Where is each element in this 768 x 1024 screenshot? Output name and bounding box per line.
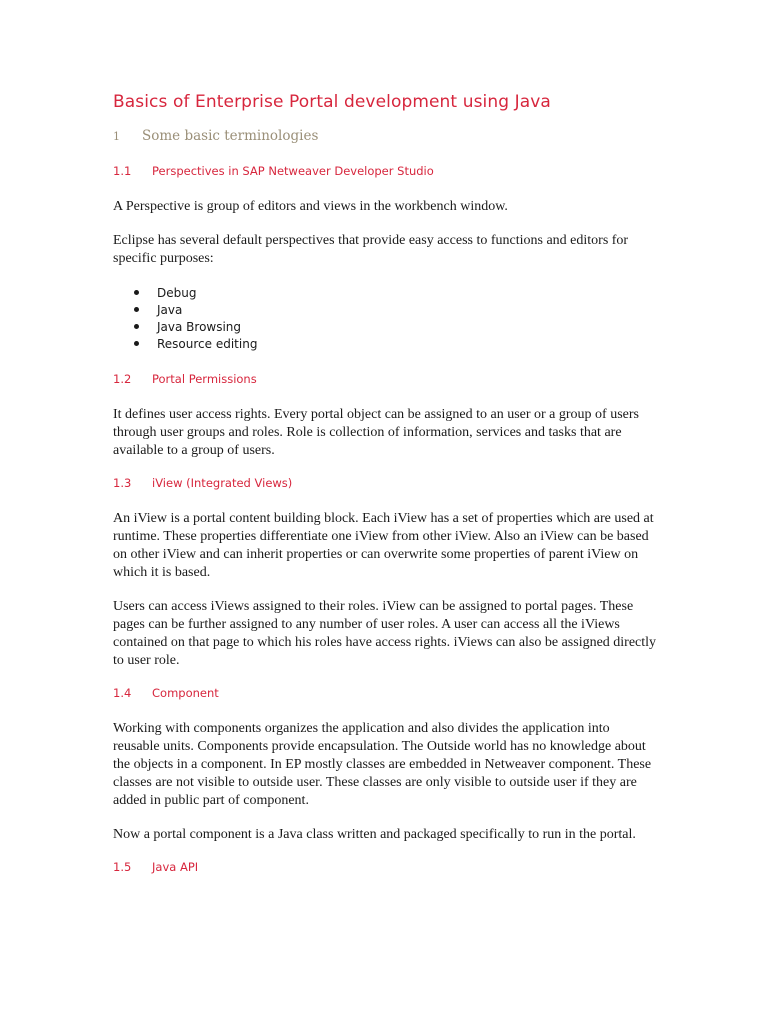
list-item-text: Java (157, 302, 183, 317)
subsection-title: Component (152, 686, 219, 700)
paragraph: A Perspective is group of editors and views in the workbench window. (113, 199, 508, 214)
subsection-heading-1-4 (113, 686, 658, 700)
document-title: Basics of Enterprise Portal development using Java (113, 92, 551, 112)
paragraph: Now a portal component is a Java class written and packaged specifically to run in the portal. (113, 827, 636, 842)
perspective-list (113, 284, 658, 352)
section-heading-1 (113, 128, 658, 144)
paragraph: Users can access iViews assigned to their roles. iView can be assigned to portal pages. These pages can be further assigned to any number of user roles. A user can access all the iViews contained on that page to which his roles have access rights. iViews can also be assigned directly to user role. (113, 599, 657, 668)
subsection-number: 1.4 (113, 686, 132, 700)
paragraph: It defines user access rights. Every portal object can be assigned to an user or a group of users through user groups and roles. Role is collection of information, services and tasks that are available to a group of users. (113, 407, 639, 458)
subsection-title: Perspectives in SAP Netweaver Developer Studio (152, 164, 434, 178)
subsection-number: 1.2 (113, 372, 132, 386)
paragraph: Eclipse has several default perspectives that provide easy access to functions and editors for specific purposes: (113, 233, 629, 266)
subsection-title: Java API (152, 860, 199, 874)
subsection-number: 1.3 (113, 476, 132, 490)
paragraph: An iView is a portal content building block. Each iView has a set of properties which are used at runtime. These properties differentiate one iView from other iView. Also an iView can be based on other iView and can inherit properties or can overwrite some properties of parent iView on which it is based. (113, 511, 654, 580)
bullet-icon (134, 324, 139, 329)
subsection-heading-1-1 (113, 164, 658, 178)
subsection-heading-1-5 (113, 860, 658, 874)
section-title: Some basic terminologies (142, 128, 319, 144)
list-item-text: Resource editing (157, 336, 258, 351)
list-item (113, 318, 658, 335)
subsection-heading-1-2 (113, 372, 658, 386)
bullet-icon (134, 341, 139, 346)
subsection-number: 1.1 (113, 164, 132, 178)
subsection-heading-1-3 (113, 476, 658, 490)
document-content (113, 92, 658, 894)
section-number: 1 (113, 130, 120, 143)
bullet-icon (134, 307, 139, 312)
subsection-title: Portal Permissions (152, 372, 257, 386)
subsection-number: 1.5 (113, 860, 132, 874)
list-item-text: Debug (157, 285, 197, 300)
list-item (113, 284, 658, 301)
subsection-title: iView (Integrated Views) (152, 476, 293, 490)
list-item (113, 301, 658, 318)
bullet-icon (134, 290, 139, 295)
list-item (113, 335, 658, 352)
paragraph: Working with components organizes the application and also divides the application into reusable units. Components provide encapsulation. The Outside world has no knowledge about the objects in a component. In EP mostly classes are embedded in Netweaver component. These classes are not visible to outside user. These classes are only visible to outside user if they are added in public part of component. (113, 721, 652, 808)
list-item-text: Java Browsing (157, 319, 242, 334)
